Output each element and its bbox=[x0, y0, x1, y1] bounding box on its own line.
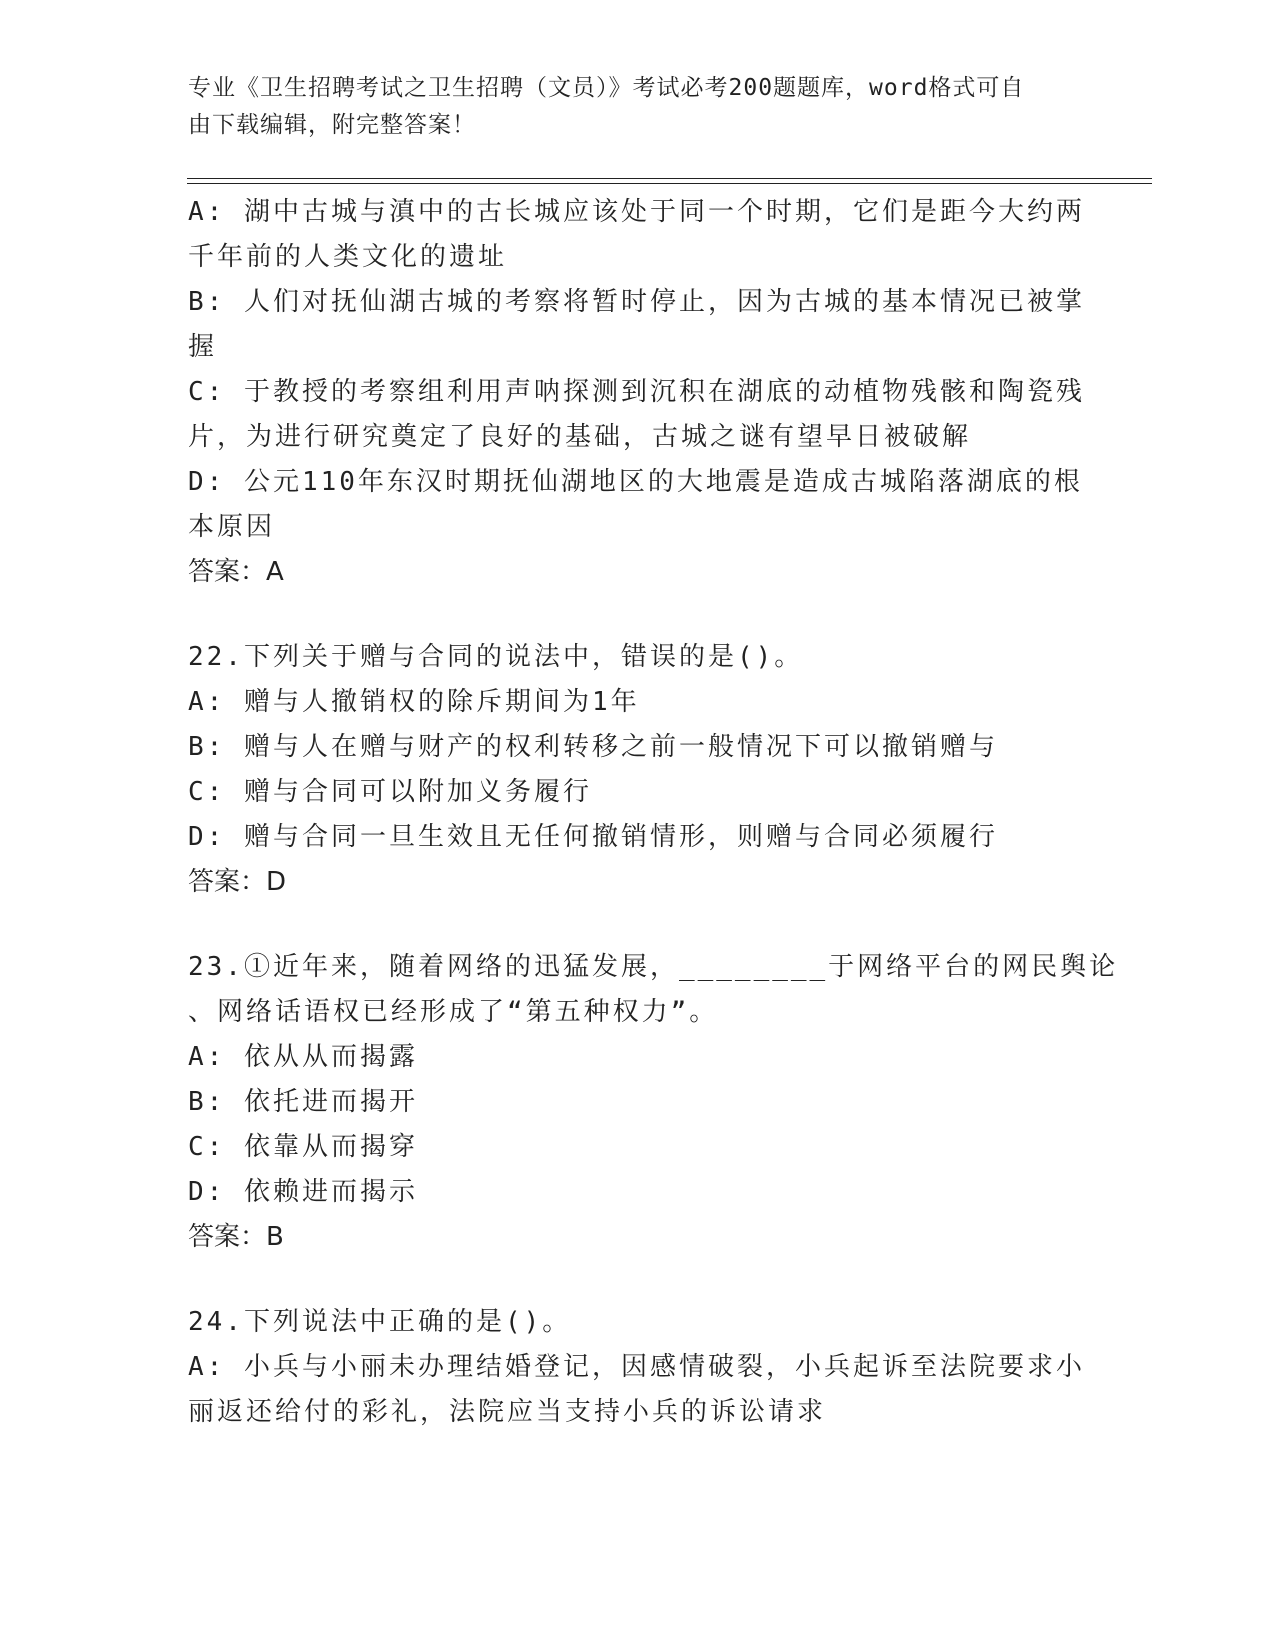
option-a-line-2: 丽返还给付的彩礼，法院应当支持小兵的诉讼请求 bbox=[188, 1397, 827, 1427]
option-b-line-2: 握 bbox=[188, 332, 218, 362]
question-23 bbox=[188, 945, 1119, 1260]
option-a: A: 依从从而揭露 bbox=[188, 1042, 418, 1072]
document-header bbox=[188, 70, 1068, 144]
spacer bbox=[188, 1260, 1088, 1300]
answer-label: 答案：D bbox=[188, 867, 287, 897]
header-rule-top bbox=[187, 178, 1152, 179]
option-a-line-1: A: 湖中古城与滇中的古长城应该处于同一个时期，它们是距今大约两 bbox=[188, 197, 1085, 227]
option-a-line-1: A: 小兵与小丽未办理结婚登记，因感情破裂，小兵起诉至法院要求小 bbox=[188, 1352, 1085, 1382]
question-text-line-1: 23.①近年来，随着网络的迅猛发展，________于网络平台的网民舆论 bbox=[188, 952, 1119, 982]
option-a-line-2: 千年前的人类文化的遗址 bbox=[188, 242, 508, 272]
header-line-2: 由下载编辑，附完整答案！ bbox=[188, 112, 476, 138]
option-c-line-2: 片，为进行研究奠定了良好的基础，古城之谜有望早日被破解 bbox=[188, 422, 972, 452]
question-list bbox=[188, 190, 1119, 1435]
question-22 bbox=[188, 635, 1088, 905]
spacer bbox=[188, 905, 1088, 945]
option-d-line-1: D: 公元110年东汉时期抚仙湖地区的大地震是造成古城陷落湖底的根 bbox=[188, 467, 1083, 497]
option-b: B: 赠与人在赠与财产的权利转移之前一般情况下可以撤销赠与 bbox=[188, 732, 998, 762]
option-a: A: 赠与人撤销权的除斥期间为1年 bbox=[188, 687, 640, 717]
option-b-line-1: B: 人们对抚仙湖古城的考察将暂时停止，因为古城的基本情况已被掌 bbox=[188, 287, 1085, 317]
answer-label: 答案：A bbox=[188, 557, 284, 587]
option-c: C: 依靠从而揭穿 bbox=[188, 1132, 418, 1162]
question-24 bbox=[188, 1300, 1088, 1435]
header-line-1: 专业《卫生招聘考试之卫生招聘（文员）》考试必考200题题库，word格式可自 bbox=[188, 75, 1025, 101]
option-b: B: 依托进而揭开 bbox=[188, 1087, 418, 1117]
option-c: C: 赠与合同可以附加义务履行 bbox=[188, 777, 592, 807]
option-d: D: 赠与合同一旦生效且无任何撤销情形，则赠与合同必须履行 bbox=[188, 822, 998, 852]
question-text: 22.下列关于赠与合同的说法中，错误的是()。 bbox=[188, 642, 804, 672]
header-rule-bottom bbox=[187, 183, 1152, 184]
option-d: D: 依赖进而揭示 bbox=[188, 1177, 418, 1207]
question-21 bbox=[188, 190, 1088, 595]
option-d-line-2: 本原因 bbox=[188, 512, 276, 542]
answer-label: 答案：B bbox=[188, 1222, 284, 1252]
question-text: 24.下列说法中正确的是()。 bbox=[188, 1307, 572, 1337]
option-c-line-1: C: 于教授的考察组利用声呐探测到沉积在湖底的动植物残骸和陶瓷残 bbox=[188, 377, 1085, 407]
question-text-line-2: 、网络话语权已经形成了“第五种权力”。 bbox=[188, 997, 719, 1027]
spacer bbox=[188, 595, 1088, 635]
